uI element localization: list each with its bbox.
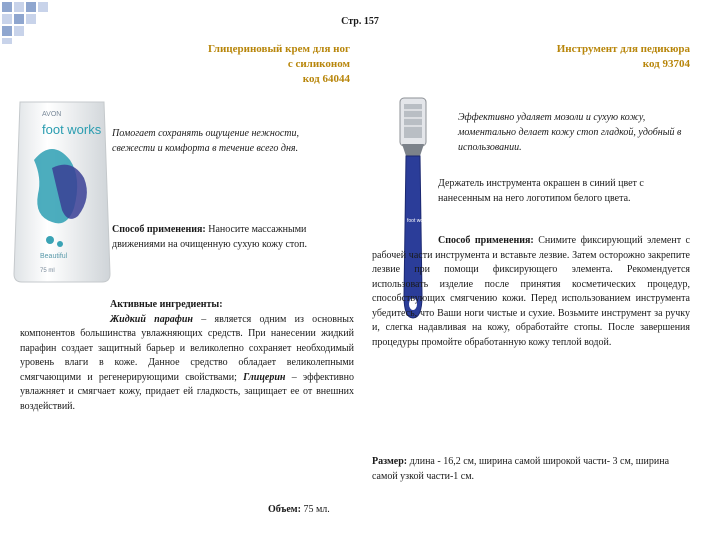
ingredient1-name: Жидкий парафин [110,313,193,325]
volume-value: 75 мл. [303,504,330,515]
ingredient2-name: Глицерин [243,371,286,383]
size-text: длина - 16,2 см, ширина самой широкой части- 3 см, ширина самой узкой части-1 см. [372,456,670,482]
tube-brand-text: AVON [42,111,62,118]
tube-sub-text: Beautiful [40,253,68,260]
right-title-line: код 93704 [642,58,690,70]
tube-line-text: foot works [42,122,102,137]
right-description: Эффективно удаляет мозоли и сухую кожу, моментально делает кожу стоп гладкой, удобный в использовании. [458,112,682,153]
right-product-title [470,42,690,72]
right-usage [372,234,690,350]
left-title-line: Глицериновый крем для ног [208,43,350,55]
tool-logo-text: foot works [407,218,430,224]
page-number: Стр. 157 [341,16,379,27]
left-title-line: код 64044 [302,73,350,85]
ingredients-heading: Активные ингредиенты: [110,299,223,310]
volume [268,503,330,518]
cream-tube-image [12,98,112,286]
tube-size-text: 75 ml [40,268,55,274]
left-usage-text: Наносите массажными движениями на очищенную сухую кожу стоп. [112,224,308,250]
right-usage-heading: Способ применения: [438,235,534,246]
right-usage-text: Снимите фиксирующий элемент с рабочей части инструмента и вставьте лезвие. Затем осторожно закрепите лезвие при помощи фиксирующего элемента. Рекомендуется использовать изделие после принятия косметических процедур, способствующих смягчению кожи. Перед использованием инструмента убедитесь, что Ваши ноги чистые и сухие. Возьмите инструмент за ручку и, слегка надавливая на кожу, обработайте стопы. После завершения процедуры промойте обработанную кожу теплой водой. [372,235,690,348]
left-usage-heading: Способ применения: [112,224,206,235]
ingredient1-text: – является одним из основных компонентов большинства увлажняющих средств. При нанесении жидкий парафин создает защитный барьер и великолепно сохраняет необходимый уровень влаги в коже. Данное средство обладает великолепными смягчающими и регенерирующими свойствами; [20,313,354,383]
ingredient2-text: – эффективно увлажняет и смягчает кожу, придает ей гладкость, защищает ее от внешних воздействий. [20,371,355,412]
left-usage [112,222,348,252]
volume-label: Объем: [268,504,301,515]
left-product-title [150,42,350,87]
left-title-line: с силиконом [287,58,350,70]
left-description: Помогает сохранять ощущение нежности, свежести и комфорта в течение всего дня. [112,128,300,154]
right-handle-text: Держатель инструмента окрашен в синий цвет с нанесенным на него логотипом белого цвета. [438,178,644,204]
right-title-line: Инструмент для педикюра [556,43,690,55]
left-ingredients [20,298,354,414]
right-size [372,455,690,484]
size-heading: Размер: [372,456,408,467]
